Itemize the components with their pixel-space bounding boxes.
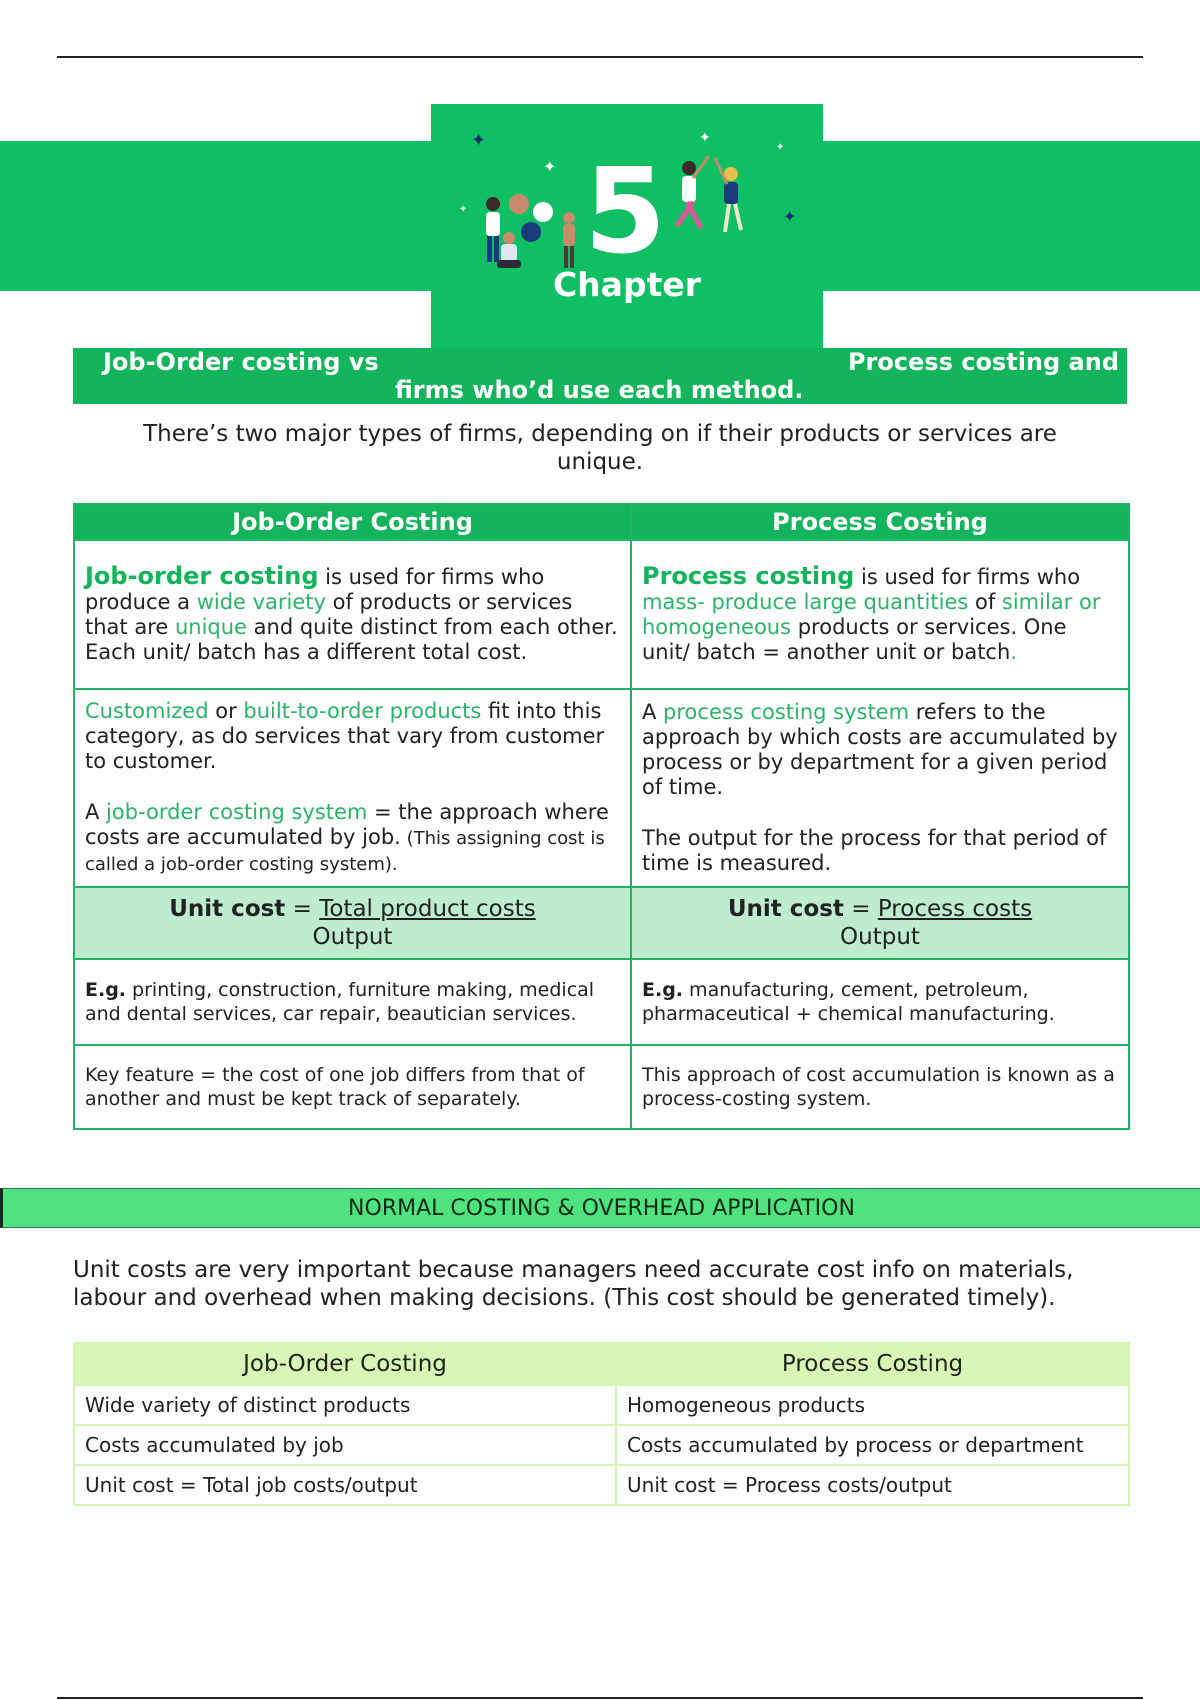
chapter-number: 5 — [583, 142, 667, 280]
top-rule — [57, 56, 1143, 58]
title-right: Process costing and — [847, 348, 1119, 376]
star-icon: ✦ — [459, 204, 468, 215]
job-order-definition: Job-order costing is used for firms who produce a wide variety of products or services that are unique and quite distinct from each other. Each unit/ batch has a different total cost. — [74, 540, 631, 689]
section-banner: NORMAL COSTING & OVERHEAD APPLICATION — [0, 1188, 1200, 1228]
table-cell: Unit cost = Process costs/output — [616, 1465, 1129, 1505]
job-order-description: Customized or built-to-order products fit into this category, as do services that vary from customer to customer. A job-order costing system = the approach where costs are accumulated by job. (This assigning cost is called a job-order costing system). — [74, 689, 631, 887]
job-order-examples: E.g. printing, construction, furniture making, medical and dental services, car repair, beautician services. — [74, 959, 631, 1045]
key-feature-row — [74, 1045, 1129, 1129]
star-icon: ✦ — [699, 130, 711, 146]
table-row — [74, 1465, 1129, 1505]
job-order-unit-cost-formula: Unit cost = Total product costs Output — [74, 887, 631, 959]
chapter-label: Chapter — [552, 265, 702, 304]
person-figure — [677, 156, 709, 228]
section-title-bar — [73, 348, 1127, 404]
title-bottom: firms who’d use each method. — [395, 376, 804, 404]
star-icon: ✦ — [471, 130, 487, 151]
intro-paragraph: There’s two major types of firms, depending on if their products or services are unique. — [143, 421, 1057, 475]
title-left: Job-Order costing vs — [103, 348, 379, 376]
process-definition: Process costing is used for firms who mass- produce large quantities of similar or homogeneous products or services. One unit/ batch = another unit or batch. — [631, 540, 1129, 689]
header-process: Process Costing — [631, 504, 1129, 540]
examples-row — [74, 959, 1129, 1045]
person-figure — [486, 197, 500, 262]
star-icon: ✦ — [776, 142, 785, 153]
gear-icon — [521, 222, 541, 242]
header-job-order: Job-Order Costing — [74, 504, 631, 540]
star-icon: ✦ — [543, 157, 557, 176]
job-order-key-feature: Key feature = the cost of one job differs from that of another and must be kept track of separately. — [74, 1045, 631, 1129]
person-figure — [563, 212, 575, 268]
gear-icon — [509, 194, 529, 214]
person-figure — [497, 232, 521, 268]
table-cell: Costs accumulated by process or department — [616, 1425, 1129, 1465]
table-header-row — [74, 504, 1129, 540]
formula-row — [74, 887, 1129, 959]
process-key-feature: This approach of cost accumulation is known as a process-costing system. — [631, 1045, 1129, 1129]
process-examples: E.g. manufacturing, cement, petroleum, pharmaceutical + chemical manufacturing. — [631, 959, 1129, 1045]
costing-comparison-table — [73, 503, 1130, 1130]
table-cell: Homogeneous products — [616, 1385, 1129, 1425]
gear-icon — [533, 202, 553, 222]
chapter-illustration — [431, 104, 823, 349]
table-cell: Wide variety of distinct products — [74, 1385, 616, 1425]
process-description: A process costing system refers to the approach by which costs are accumulated by process or by department for a given period of time. The output for the process for that period of time is measured. — [631, 689, 1129, 887]
chapter-graphic — [431, 104, 823, 349]
table-cell: Unit cost = Total job costs/output — [74, 1465, 616, 1505]
table-header-row — [74, 1343, 1129, 1385]
header-process: Process Costing — [616, 1343, 1129, 1385]
unit-costs-paragraph: Unit costs are very important because managers need accurate cost info on materials, labour and overhead when making decisions. (This cost should be generated timely). — [73, 1257, 1074, 1311]
person-figure — [715, 158, 741, 232]
process-unit-cost-formula: Unit cost = Process costs Output — [631, 887, 1129, 959]
table-cell: Costs accumulated by job — [74, 1425, 616, 1465]
star-icon: ✦ — [783, 207, 797, 226]
table-row — [74, 540, 1129, 689]
table-row — [74, 1425, 1129, 1465]
table-row — [74, 1385, 1129, 1425]
summary-table — [73, 1342, 1130, 1506]
table-row — [74, 689, 1129, 887]
bottom-rule — [57, 1697, 1143, 1699]
header-job-order: Job-Order Costing — [74, 1343, 616, 1385]
